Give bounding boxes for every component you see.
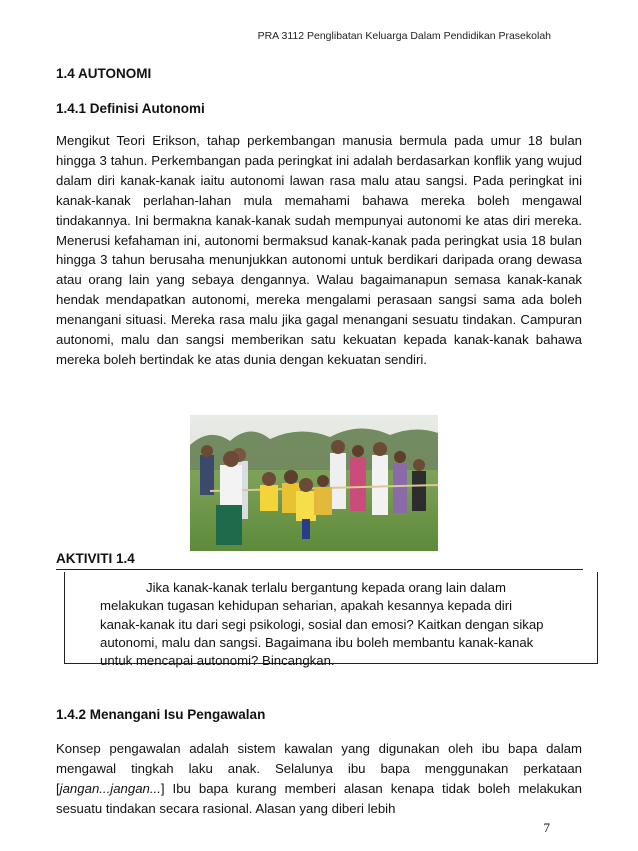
activity-text: [100, 579, 546, 670]
activity-title: AKTIVITI 1.4: [56, 551, 135, 566]
subsection-heading-control: 1.4.2 Menangani Isu Pengawalan: [56, 707, 266, 722]
activity-question: Jika kanak-kanak terlalu bergantung kepada orang lain dalam melakukan tugasan kehidupan seharian, apakah kesannya kepada diri kanak-kanak itu dari segi psikologi, sosial dan emosi? Kaitkan dengan sikap autonomi, malu dan sangsi. Bagaimana ibu boleh membantu kanak-kanak untuk mencapai autonomi? Bincangkan.: [100, 580, 544, 669]
page-number: 7: [543, 820, 550, 835]
running-header: PRA 3112 Penglibatan Keluarga Dalam Pendidikan Prasekolah: [257, 30, 551, 42]
paragraph-control-part1: Konsep pengawalan adalah sistem kawalan yang digunakan oleh ibu bapa dalam mengawal tingkah laku anak. Selalunya ibu bapa menggunakan perkataan [: [56, 741, 582, 796]
paragraph-control: [56, 739, 582, 819]
paragraph-definition: Mengikut Teori Erikson, tahap perkembangan manusia bermula pada umur 18 bulan hingga 3 tahun. Perkembangan pada peringkat ini adalah berdasarkan konflik yang wujud dalam diri kanak-kanak iaitu autonomi lawan rasa malu atau sangsi. Pada peringkat ini kanak-kanak perlahan-lahan mula memahami bahawa mereka boleh mengawal tindakannya. Ini bermakna kanak-kanak sudah mempunyai autonomi ke atas diri mereka. Menerusi kefahaman ini, autonomi bermaksud kanak-kanak pada peringkat usia 18 bulan hingga 3 tahun berusaha menunjukkan autonomi untuk berdikari daripada orang dewasa atau orang lain yang sebaya dengannya. Walau bagaimanapun semasa kanak-kanak hendak mendapatkan autonomi, mereka mengalami perasaan sangsi sama ada boleh menangani situasi. Mereka rasa malu jika gagal menangani sesuatu tindakan. Campuran autonomi, malu dan sangsi memberikan satu kekuatan kepada kanak-kanak bahawa mereka boleh bertindak ke atas dunia dengan kekuatan sendiri.: [56, 133, 582, 367]
subsection-heading-definition: 1.4.1 Definisi Autonomi: [56, 101, 205, 116]
paragraph-control-italic: jangan...jangan...: [59, 780, 161, 796]
paragraph-control-part2: ] Ibu bapa kurang memberi alasan kenapa tidak boleh melakukan sesuatu tindakan secara rasional. Alasan yang diberi lebih: [56, 780, 582, 816]
tug-of-war-photo: [190, 415, 438, 551]
activity-divider: [56, 569, 583, 570]
section-heading: 1.4 AUTONOMI: [56, 66, 152, 81]
